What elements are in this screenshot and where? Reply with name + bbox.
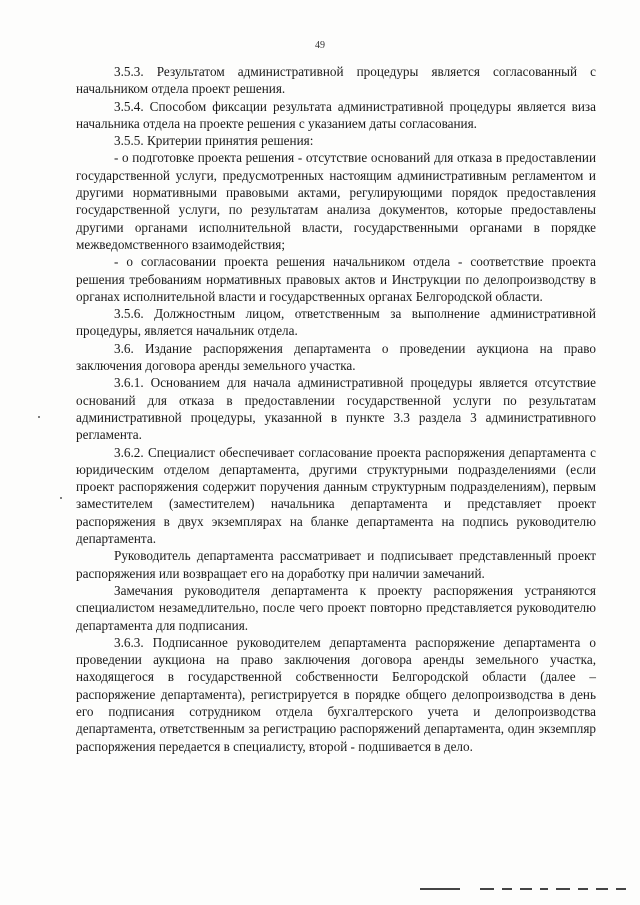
paragraph-head-review: Руководитель департамента рассматривает и подписывает представленный проект распоряжения или возвращает его на доработку при наличии замечаний. xyxy=(76,548,596,581)
scan-edge-marks xyxy=(420,885,640,895)
paragraph-3-6-3: 3.6.3. Подписанное руководителем департамента распоряжение департамента о проведении аукциона на право заключения договора аренды земельного участка, находящегося в государственной собственности Белгородской области (далее – распоряжение департамента), регистрируется в порядке общего делопроизводства в день его подписания сотрудником отдела бухгалтерского учета и делопроизводства департамента, ответственным за регистрацию распоряжений департамента, один экземпляр распоряжения передается в специалисту, второй - подшивается в дело. xyxy=(76,634,596,754)
paragraph-3-5-5: 3.5.5. Критерии принятия решения: xyxy=(114,133,314,149)
paragraph-3-5-3: 3.5.3. Результатом административной процедуры является согласованный с начальником отдела проект решения. xyxy=(76,64,596,97)
page-number: 49 xyxy=(315,40,325,51)
paragraph-3-5-4: 3.5.4. Способом фиксации результата административной процедуры является виза начальника отдела на проекте решения с указанием даты согласования. xyxy=(76,98,596,131)
paragraph-criteria-approval: - о согласовании проекта решения начальником отдела - соответствие проекта решения требованиям нормативных правовых актов и Инструкции по делопроизводству в органах исполнительной власти и государственных органах Белгородской области. xyxy=(76,254,596,304)
paragraph-3-6-1: 3.6.1. Основанием для начала административной процедуры является отсутствие оснований для отказа в предоставлении государственной услуги по результатам административной процедуры, указанной в пункте 3.3 раздела 3 административного регламента. xyxy=(76,375,596,443)
scan-speck xyxy=(38,416,40,418)
paragraph-remarks: Замечания руководителя департамента к проекту распоряжения устраняются специалистом незамедлительно, после чего проект повторно представляется руководителю департамента для подписания. xyxy=(76,582,596,633)
paragraph-3-6: 3.6. Издание распоряжения департамента о проведении аукциона на право заключения договора аренды земельного участка. xyxy=(76,340,596,374)
paragraph-3-6-2: 3.6.2. Специалист обеспечивает согласование проекта распоряжения департамента с юридическим отделом департамента, другими структурными подразделениями (если проект распоряжения содержит поручения данным структурным подразделениям), первым заместителем (заместителем) начальника департамента и представляет проект распоряжения в двух экземплярах на бланке департамента на подпись руководителю департамента. xyxy=(76,444,596,547)
document-body xyxy=(76,63,596,755)
paragraph-3-5-6: 3.5.6. Должностным лицом, ответственным за выполнение административной процедуры, является начальник отдела. xyxy=(76,306,596,339)
paragraph-criteria-preparation: - о подготовке проекта решения - отсутствие оснований для отказа в предоставлении государственной услуги, предусмотренных настоящим административным регламентом и другими нормативными правовыми актами, регулирующими порядок предоставления государственной услуги, по результатам анализа документов, которые предоставлены другими органами исполнительной власти, государственными органами в порядке межведомственного взаимодействия; xyxy=(76,150,596,252)
scan-speck xyxy=(60,497,62,499)
